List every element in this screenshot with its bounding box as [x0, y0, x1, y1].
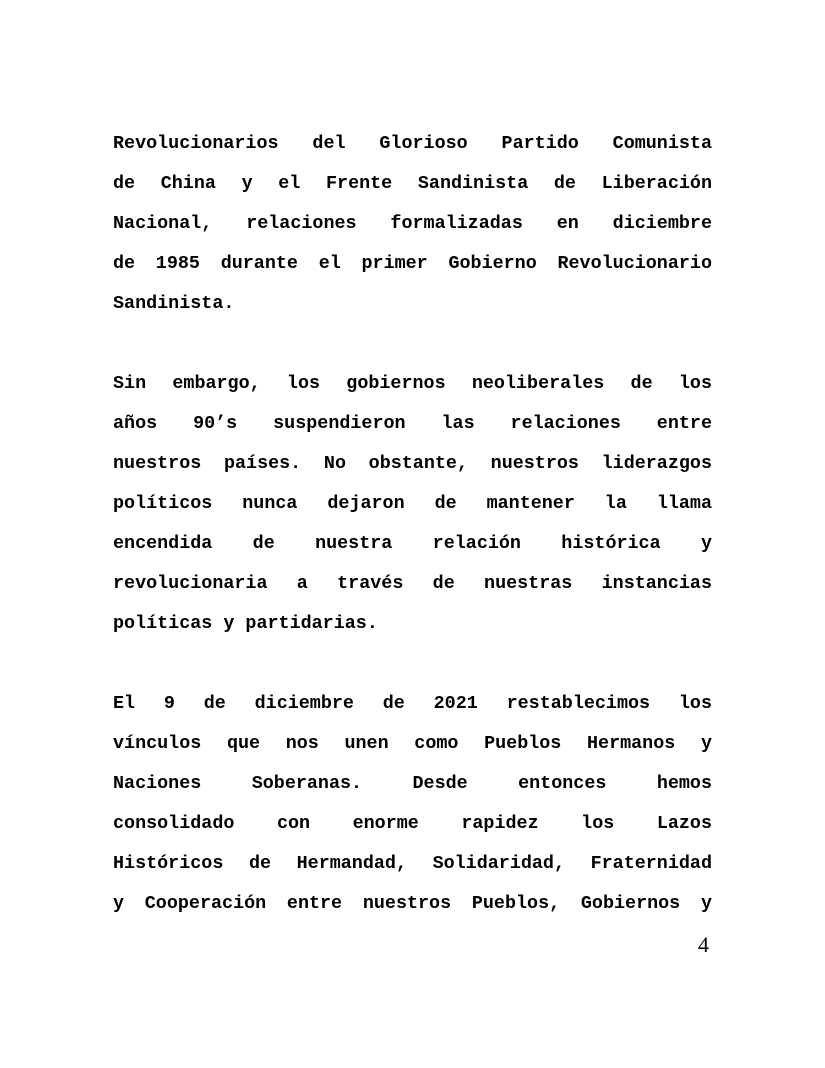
text-line: políticos nunca dejaron de mantener la llama [113, 493, 712, 514]
body-text [113, 124, 712, 924]
text-line: El 9 de diciembre de 2021 restablecimos los [113, 693, 712, 714]
page-number: 4 [698, 932, 709, 957]
text-line: vínculos que nos unen como Pueblos Hermanos y [113, 733, 712, 754]
text-line: Naciones Soberanas. Desde entonces hemos [113, 773, 712, 794]
text-line: de 1985 durante el primer Gobierno Revolucionario [113, 253, 712, 274]
paragraph-1 [113, 124, 712, 324]
text-line: Revolucionarios del Glorioso Partido Comunista [113, 133, 712, 154]
text-line: Sandinista. [113, 293, 235, 314]
text-line: nuestros países. No obstante, nuestros liderazgos [113, 453, 712, 474]
text-line: revolucionaria a través de nuestras instancias [113, 573, 712, 594]
text-line: encendida de nuestra relación histórica y [113, 533, 712, 554]
text-line: años 90’s suspendieron las relaciones entre [113, 413, 712, 434]
text-line: consolidado con enorme rapidez los Lazos [113, 813, 712, 834]
text-line: Sin embargo, los gobiernos neoliberales de los [113, 373, 712, 394]
text-line: de China y el Frente Sandinista de Liberación [113, 173, 712, 194]
paragraph-2 [113, 364, 712, 644]
text-line: y Cooperación entre nuestros Pueblos, Gobiernos y [113, 893, 712, 914]
text-line: Nacional, relaciones formalizadas en diciembre [113, 213, 712, 234]
text-line: políticas y partidarias. [113, 613, 378, 634]
text-line: Históricos de Hermandad, Solidaridad, Fraternidad [113, 853, 712, 874]
paragraph-3 [113, 684, 712, 924]
